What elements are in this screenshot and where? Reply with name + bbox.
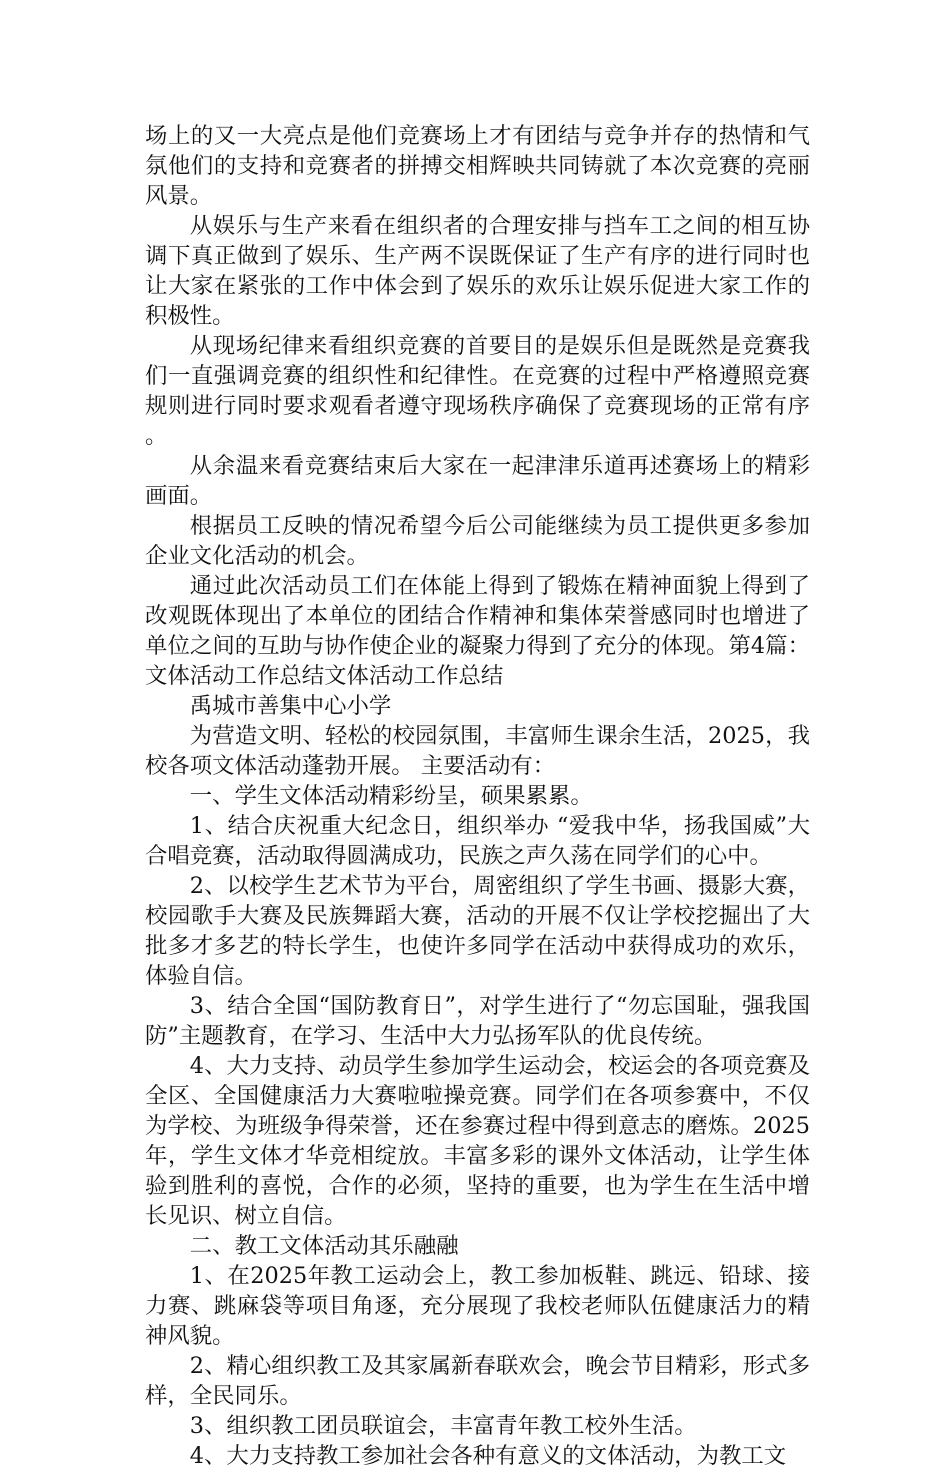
list-item: 2、精心组织教工及其家属新春联欢会，晚会节目精彩，形式多样，全民同乐。 — [145, 1353, 810, 1409]
paragraph: 为营造文明、轻松的校园氛围，丰富师生课余生活，2025，我校各项文体活动蓬勃开展。 主要活动有： — [145, 723, 810, 779]
list-item: 4、大力支持、动员学生参加学生运动会，校运会的各项竞赛及全区、全国健康活力大赛啦啦操竞赛。同学们在各项参赛中，不仅为学校、为班级争得荣誉，还在参赛过程中得到意志的磨炼。2025年，学生文体才华竞相绽放。丰富多彩的课外文体活动，让学生体验到胜利的喜悦，合作的必须，坚持的重要，也为学生在生活中增长见识、树立自信。 — [145, 1053, 810, 1229]
list-item: 1、结合庆祝重大纪念日，组织举办 “爱我中华，扬我国威”大合唱竞赛，活动取得圆满成功，民族之声久荡在同学们的心中。 — [145, 813, 810, 869]
paragraph: 从余温来看竞赛结束后大家在一起津津乐道再述赛场上的精彩画面。 — [145, 453, 810, 509]
list-item: 3、结合全国“国防教育日”，对学生进行了“勿忘国耻，强我国防”主题教育，在学习、生活中大力弘扬军队的优良传统。 — [145, 993, 810, 1049]
section-heading: 二、教工文体活动其乐融融 — [189, 1233, 459, 1259]
paragraph: 从现场纪律来看组织竞赛的首要目的是娱乐但是既然是竞赛我们一直强调竞赛的组织性和纪律性。在竞赛的过程中严格遵照竞赛规则进行同时要求观看者遵守现场秩序确保了竞赛现场的正常有序。 — [145, 333, 810, 449]
list-item: 3、组织教工团员联谊会，丰富青年教工校外生活。 — [189, 1413, 697, 1439]
section-heading: 一、学生文体活动精彩纷呈，硕果累累。 — [189, 783, 593, 809]
list-item: 1、在2025年教工运动会上，教工参加板鞋、跳远、铅球、接力赛、跳麻袋等项目角逐，充分展现了我校老师队伍健康活力的精神风貌。 — [145, 1263, 810, 1349]
list-item: 4、大力支持教工参加社会各种有意义的文体活动，为教工文 — [189, 1443, 787, 1469]
document-body — [145, 121, 810, 1471]
paragraph: 通过此次活动员工们在体能上得到了锻炼在精神面貌上得到了改观既体现出了本单位的团结合作精神和集体荣誉感同时也增进了单位之间的互助与协作使企业的凝聚力得到了充分的体现。第4篇：文体活动工作总结文体活动工作总结 — [145, 573, 810, 689]
paragraph: 根据员工反映的情况希望今后公司能继续为员工提供更多参加企业文化活动的机会。 — [145, 513, 810, 569]
paragraph: 场上的又一大亮点是他们竞赛场上才有团结与竞争并存的热情和气氛他们的支持和竞赛者的拼搏交相辉映共同铸就了本次竞赛的亮丽风景。 — [145, 123, 810, 209]
school-name: 禹城市善集中心小学 — [189, 693, 392, 719]
list-item: 2、以校学生艺术节为平台，周密组织了学生书画、摄影大赛，校园歌手大赛及民族舞蹈大赛，活动的开展不仅让学校挖掘出了大批多才多艺的特长学生，也使许多同学在活动中获得成功的欢乐，体验自信。 — [145, 873, 810, 989]
paragraph: 从娱乐与生产来看在组织者的合理安排与挡车工之间的相互协调下真正做到了娱乐、生产两不误既保证了生产有序的进行同时也让大家在紧张的工作中体会到了娱乐的欢乐让娱乐促进大家工作的积极性。 — [145, 213, 810, 329]
